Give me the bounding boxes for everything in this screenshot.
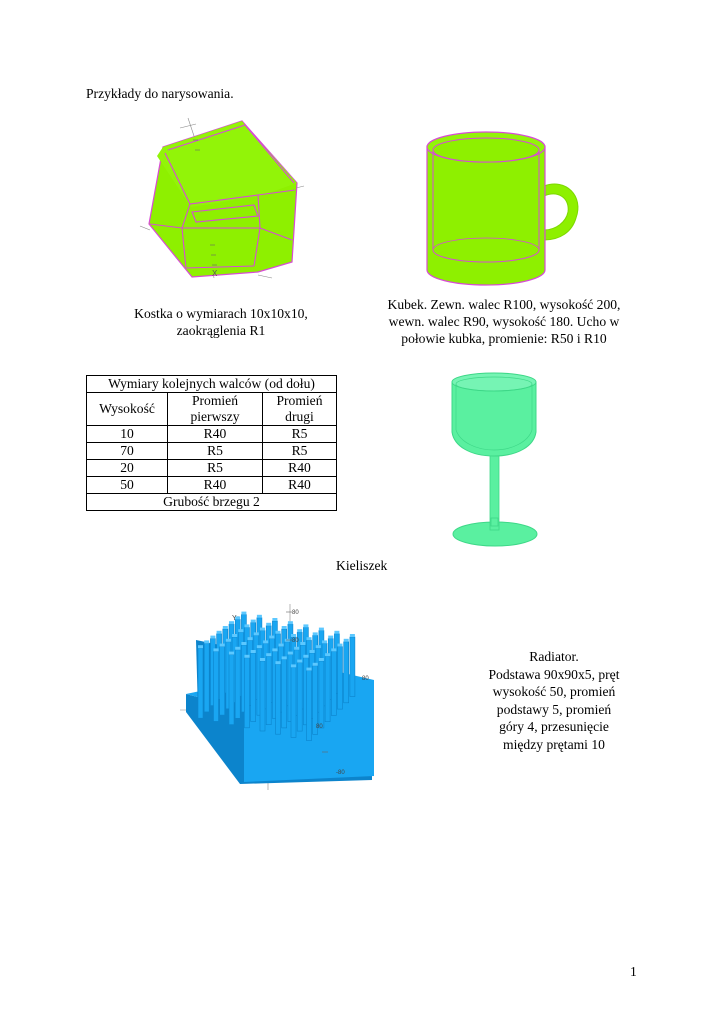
radiator-fin-top xyxy=(303,655,308,658)
mug-caption-line: Kubek. Zewn. walec R100, wysokość 200, xyxy=(387,297,621,312)
radiator-fin xyxy=(235,650,240,719)
radiator-fin xyxy=(251,653,256,722)
radiator-axis-label: Y xyxy=(232,615,237,622)
radiator-fin-top xyxy=(344,639,349,642)
radiator-fin-top xyxy=(325,653,330,656)
radiator-fin xyxy=(338,647,343,710)
table-cell: 50 xyxy=(87,477,168,494)
radiator-fin-top xyxy=(350,634,355,637)
radiator-fin xyxy=(282,659,287,728)
radiator-fin-top xyxy=(272,618,277,621)
radiator-fin-top xyxy=(288,621,293,624)
radiator-fin-top xyxy=(257,615,262,618)
radiator-fin xyxy=(229,655,234,725)
radiator-fin-top xyxy=(294,647,299,650)
radiator-fin-top xyxy=(229,652,234,655)
radiator-fin-top xyxy=(248,637,253,640)
radiator-fin-top xyxy=(266,653,271,656)
radiator-fin xyxy=(214,651,219,721)
radiator-fin-top xyxy=(272,648,277,651)
radiator-fin-top xyxy=(217,631,222,634)
header-line: Wysokość xyxy=(99,401,155,416)
radiator-fin xyxy=(245,658,250,728)
radiator-axis-label: 80 xyxy=(316,724,323,730)
page-heading: Przykłady do narysowania. xyxy=(86,86,234,101)
radiator-fin-top xyxy=(297,660,302,663)
radiator-fin-top xyxy=(319,658,324,661)
radiator-fin-top xyxy=(291,634,296,637)
radiator-fin-top xyxy=(260,658,265,661)
radiator-fin xyxy=(220,647,225,716)
mug-caption-line: połowie kubka, promienie: R50 i R10 xyxy=(401,331,607,346)
radiator-fin-top xyxy=(328,636,333,639)
radiator-fin-top xyxy=(319,628,324,631)
radiator-fin-top xyxy=(263,640,268,643)
radiator-fin-top xyxy=(251,620,256,623)
radiator-fin xyxy=(319,661,324,728)
cube-axis-label: X xyxy=(212,269,218,278)
radiator-fin-top xyxy=(288,652,293,655)
table-footer: Grubość brzegu 2 xyxy=(87,494,337,511)
radiator-fin xyxy=(325,656,330,722)
radiator-axis-label: 80 xyxy=(292,638,299,644)
radiator-fin-top xyxy=(276,631,281,634)
radiator-caption xyxy=(470,648,638,753)
radiator-fin-top xyxy=(291,664,296,667)
table-cell: 10 xyxy=(87,426,168,443)
radiator-fin-top xyxy=(226,639,231,642)
radiator-fin xyxy=(266,656,271,725)
table-cell: R5 xyxy=(168,460,263,477)
radiator-fin-top xyxy=(232,634,237,637)
radiator-fin xyxy=(276,664,281,734)
radiator-fin-top xyxy=(251,650,256,653)
radiator-fin-top xyxy=(204,640,209,643)
radiator-fin xyxy=(204,643,209,712)
radiator-fin-top xyxy=(279,644,284,647)
radiator-fin-top xyxy=(322,640,327,643)
header-line: drugi xyxy=(285,409,314,424)
radiator-fin-top xyxy=(245,655,250,658)
radiator-caption-line: góry 4, przesunięcie xyxy=(499,719,609,734)
header-line: Promień xyxy=(276,393,323,408)
radiator-fin-top xyxy=(316,645,321,648)
radiator-fin xyxy=(350,637,355,697)
page-number: 1 xyxy=(630,964,637,979)
table-title: Wymiary kolejnych walców (od dołu) xyxy=(87,376,337,393)
radiator-fin-top xyxy=(269,636,274,639)
radiator-fin-top xyxy=(282,656,287,659)
radiator-fin-top xyxy=(300,642,305,645)
radiator-axis-label: 80 xyxy=(362,676,369,682)
table-cell: R40 xyxy=(168,477,263,494)
table-cell: R5 xyxy=(263,426,337,443)
radiator-fin xyxy=(331,651,336,715)
radiator-fin-top xyxy=(338,644,343,647)
radiator-axis-label: -80 xyxy=(336,770,345,776)
radiator-fin-top xyxy=(254,632,259,635)
radiator-fin xyxy=(260,661,265,731)
radiator-fin-top xyxy=(276,661,281,664)
glass-caption: Kieliszek xyxy=(336,558,388,573)
table-cell: R5 xyxy=(263,443,337,460)
radiator-fin-top xyxy=(313,632,318,635)
table-cell: 70 xyxy=(87,443,168,460)
radiator-caption-line: między prętami 10 xyxy=(503,736,605,752)
radiator-fin xyxy=(198,648,203,718)
radiator-fin-top xyxy=(223,626,228,629)
radiator-fin-top xyxy=(303,624,308,627)
radiator-fin-top xyxy=(282,626,287,629)
radiator-caption-line: wysokość 50, promień xyxy=(492,684,616,699)
table-cell: R40 xyxy=(263,460,337,477)
table-cell: R5 xyxy=(168,443,263,460)
radiator-fin-top xyxy=(331,648,336,651)
table-cell: 20 xyxy=(87,460,168,477)
radiator-fin xyxy=(344,642,349,703)
table-cell: R40 xyxy=(263,477,337,494)
radiator-fin-top xyxy=(238,629,243,632)
radiator-fin-top xyxy=(210,636,215,639)
radiator-fin xyxy=(291,667,296,737)
radiator-fin-top xyxy=(257,645,262,648)
radiator-fin-top xyxy=(260,628,265,631)
radiator-fin-top xyxy=(307,637,312,640)
radiator-caption-line: podstawy 5, promień xyxy=(496,701,612,717)
radiator-fin-top xyxy=(334,631,339,634)
radiator-fin-top xyxy=(241,642,246,645)
radiator-axis-label: 80 xyxy=(292,610,299,616)
radiator-fin-top xyxy=(313,663,318,666)
cube-caption-line: zaokrąglenia R1 xyxy=(176,323,266,338)
radiator-fin-top xyxy=(235,647,240,650)
radiator-fin-top xyxy=(241,612,246,615)
radiator-fin-top xyxy=(245,624,250,627)
radiator-fin-top xyxy=(310,650,315,653)
radiator-fin-top xyxy=(214,648,219,651)
radiator-caption-line: Radiator. xyxy=(529,649,579,664)
radiator-fin-top xyxy=(266,623,271,626)
table-cell: R40 xyxy=(168,426,263,443)
radiator-fin-top xyxy=(198,645,203,648)
header-line: Promień xyxy=(191,393,239,408)
cube-caption-line: Kostka o wymiarach 10x10x10, xyxy=(134,306,308,321)
radiator-caption-line: Podstawa 90x90x5, pręt xyxy=(488,666,620,682)
radiator-fin xyxy=(307,671,312,741)
radiator-fin-top xyxy=(220,644,225,647)
radiator-fin-top xyxy=(307,668,312,671)
header-line: pierwszy xyxy=(190,409,240,424)
radiator-fin xyxy=(297,663,302,732)
radiator-fin-top xyxy=(297,629,302,632)
mug-caption-line: wewn. walec R90, wysokość 180. Ucho w xyxy=(388,314,620,329)
